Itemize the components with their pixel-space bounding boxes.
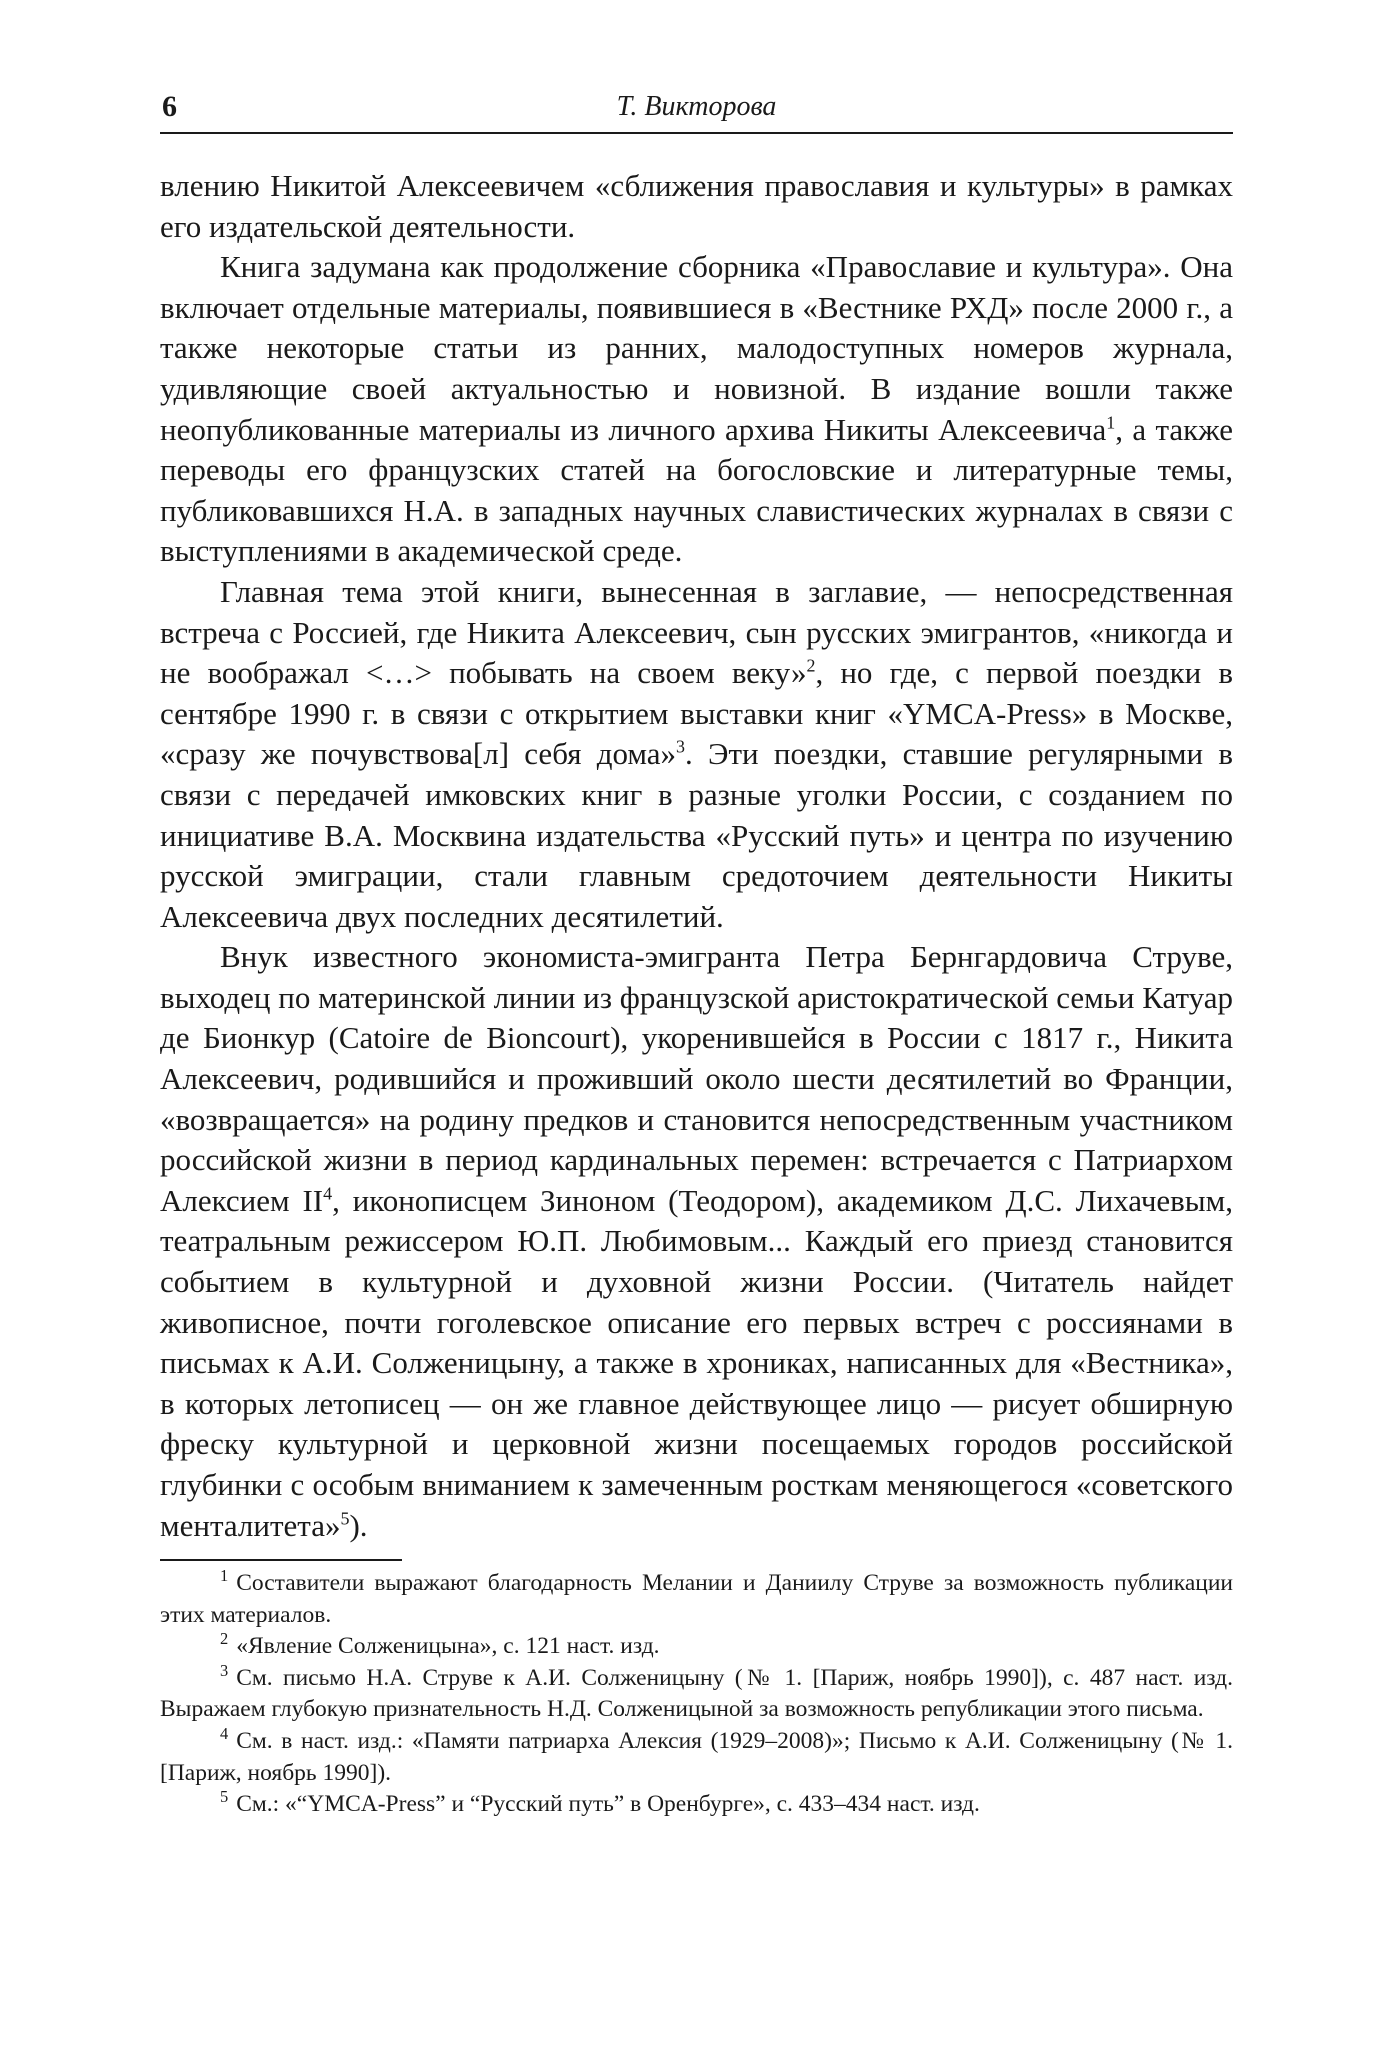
footnote-number: 5 — [220, 1787, 229, 1807]
footnote-reference[interactable]: 5 — [340, 1508, 350, 1529]
page-header — [160, 88, 1233, 134]
paragraph-text: , иконописцем Зиноном (Теодором), академиком Д.С. Лихачевым, театральным режиссером Ю.П. Любимовым... Каждый его приезд становится событием в культурной и духовной жизни России. (Читатель найдет живописное, почти гоголевское описание его первых встреч с россиянами в письмах к А.И. Солженицыну, а также в хрониках, написанных для «Вестника», в которых летописец — он же главное действующее лицо — рисует обширную фреску культурной и церковной жизни посещаемых городов российской глубинки с особым вниманием к замеченным росткам меняющегося «советского менталитета» — [160, 1182, 1233, 1543]
paragraph-text: ). — [349, 1507, 368, 1543]
paragraph-text: Книга задумана как продолжение сборника «Православие и культура». Она включает отдельные материалы, появившиеся в «Вестнике РХД» после 2000 г., а также некоторые статьи из ранних, малодоступных номеров журнала, удивляющие своей актуальностью и новизной. В издание вошли также неопубликованные материалы из личного архива Никиты Алексеевича — [160, 249, 1233, 447]
footnote-text: «Явление Солженицына», с. 121 наст. изд. — [236, 1633, 660, 1660]
footnotes — [160, 1568, 1233, 1821]
footnote-number: 2 — [220, 1629, 229, 1649]
footnote-number: 4 — [220, 1724, 229, 1744]
paragraph-text: , но где, с первой поездки в сентябре 1990 г. в связи с открытием выставки книг «YMCA-Press» в Москве, «сразу же почувствова[л] себя дома» — [160, 655, 1233, 772]
main-text — [160, 166, 1233, 1546]
footnote-item — [160, 1660, 1233, 1726]
footnote-text: См. в наст. изд.: «Памяти патриарха Алексия (1929–2008)»; Письмо к А.И. Солженицыну (№ 1. [Париж, ноябрь 1990]). — [160, 1727, 1233, 1786]
paragraph-text: , а также переводы его французских статей на богословские и литературные темы, публиковавшихся Н.А. в западных научных славистических журналах в связи с выступлениями в академической среде. — [160, 411, 1233, 569]
body-paragraph — [160, 166, 1233, 247]
footnote-item — [160, 1568, 1233, 1631]
footnote-item — [160, 1631, 1233, 1663]
footnote-text: Составители выражают благодарность Мелании и Даниилу Струве за возможность публикации этих материалов. — [160, 1570, 1233, 1628]
footnote-reference[interactable]: 2 — [806, 655, 816, 676]
page-number: 6 — [162, 90, 177, 123]
paragraph-text: влению Никитой Алексеевичем «сближения православия и культуры» в рамках его издательской деятельности. — [160, 168, 1233, 244]
paragraph-text: Главная тема этой книги, вынесенная в заглавие, — непосредственная встреча с Россией, где Никита Алексеевич, сын русских эмигрантов, «никогда и не воображал <…> побывать на своем веку» — [160, 573, 1233, 691]
footnote-separator — [160, 1559, 402, 1561]
footnote-text: См.: «“YMCA-Press” и “Русский путь” в Оренбурге», с. 433–434 наст. изд. — [236, 1791, 980, 1818]
footnote-reference[interactable]: 4 — [323, 1183, 333, 1204]
footnote-reference[interactable]: 3 — [676, 736, 686, 757]
paragraph-text: . Эти поездки, ставшие регулярными в связи с передачей имковских книг в разные уголки России, с созданием по инициативе В.А. Москвина издательства «Русский путь» и центра по изучению русской эмиграции, стали главным средоточием деятельности Никиты Алексеевича двух последних десятилетий. — [160, 736, 1233, 934]
footnote-item — [160, 1789, 1233, 1821]
body-paragraph — [160, 247, 1233, 572]
running-head-author: Т. Викторова — [616, 91, 777, 122]
body-paragraph — [160, 937, 1233, 1546]
body-paragraph — [160, 572, 1233, 937]
footnote-text: См. письмо Н.А. Струве к А.И. Солженицыну (№ 1. [Париж, ноябрь 1990]), с. 487 наст. изд. Выражаем глубокую признательность Н.Д. Солженицыной за возможность републикации этого письма. — [160, 1664, 1233, 1723]
footnote-number: 3 — [220, 1660, 229, 1680]
footnote-number: 1 — [220, 1566, 229, 1586]
footnote-item — [160, 1726, 1233, 1789]
footnote-reference[interactable]: 1 — [1106, 412, 1116, 433]
paragraph-text: Внук известного экономиста-эмигранта Петра Бернгардовича Струве, выходец по материнской линии из французской аристократической семьи Катуар де Бионкур (Catoire de Bioncourt), укоренившейся в России с 1817 г., Никита Алексеевич, родившийся и проживший около шести десятилетий во Франции, «возвращается» на родину предков и становится непосредственным участником российской жизни в период кардинальных перемен: встречается с Патриархом Алексием II — [160, 939, 1233, 1218]
